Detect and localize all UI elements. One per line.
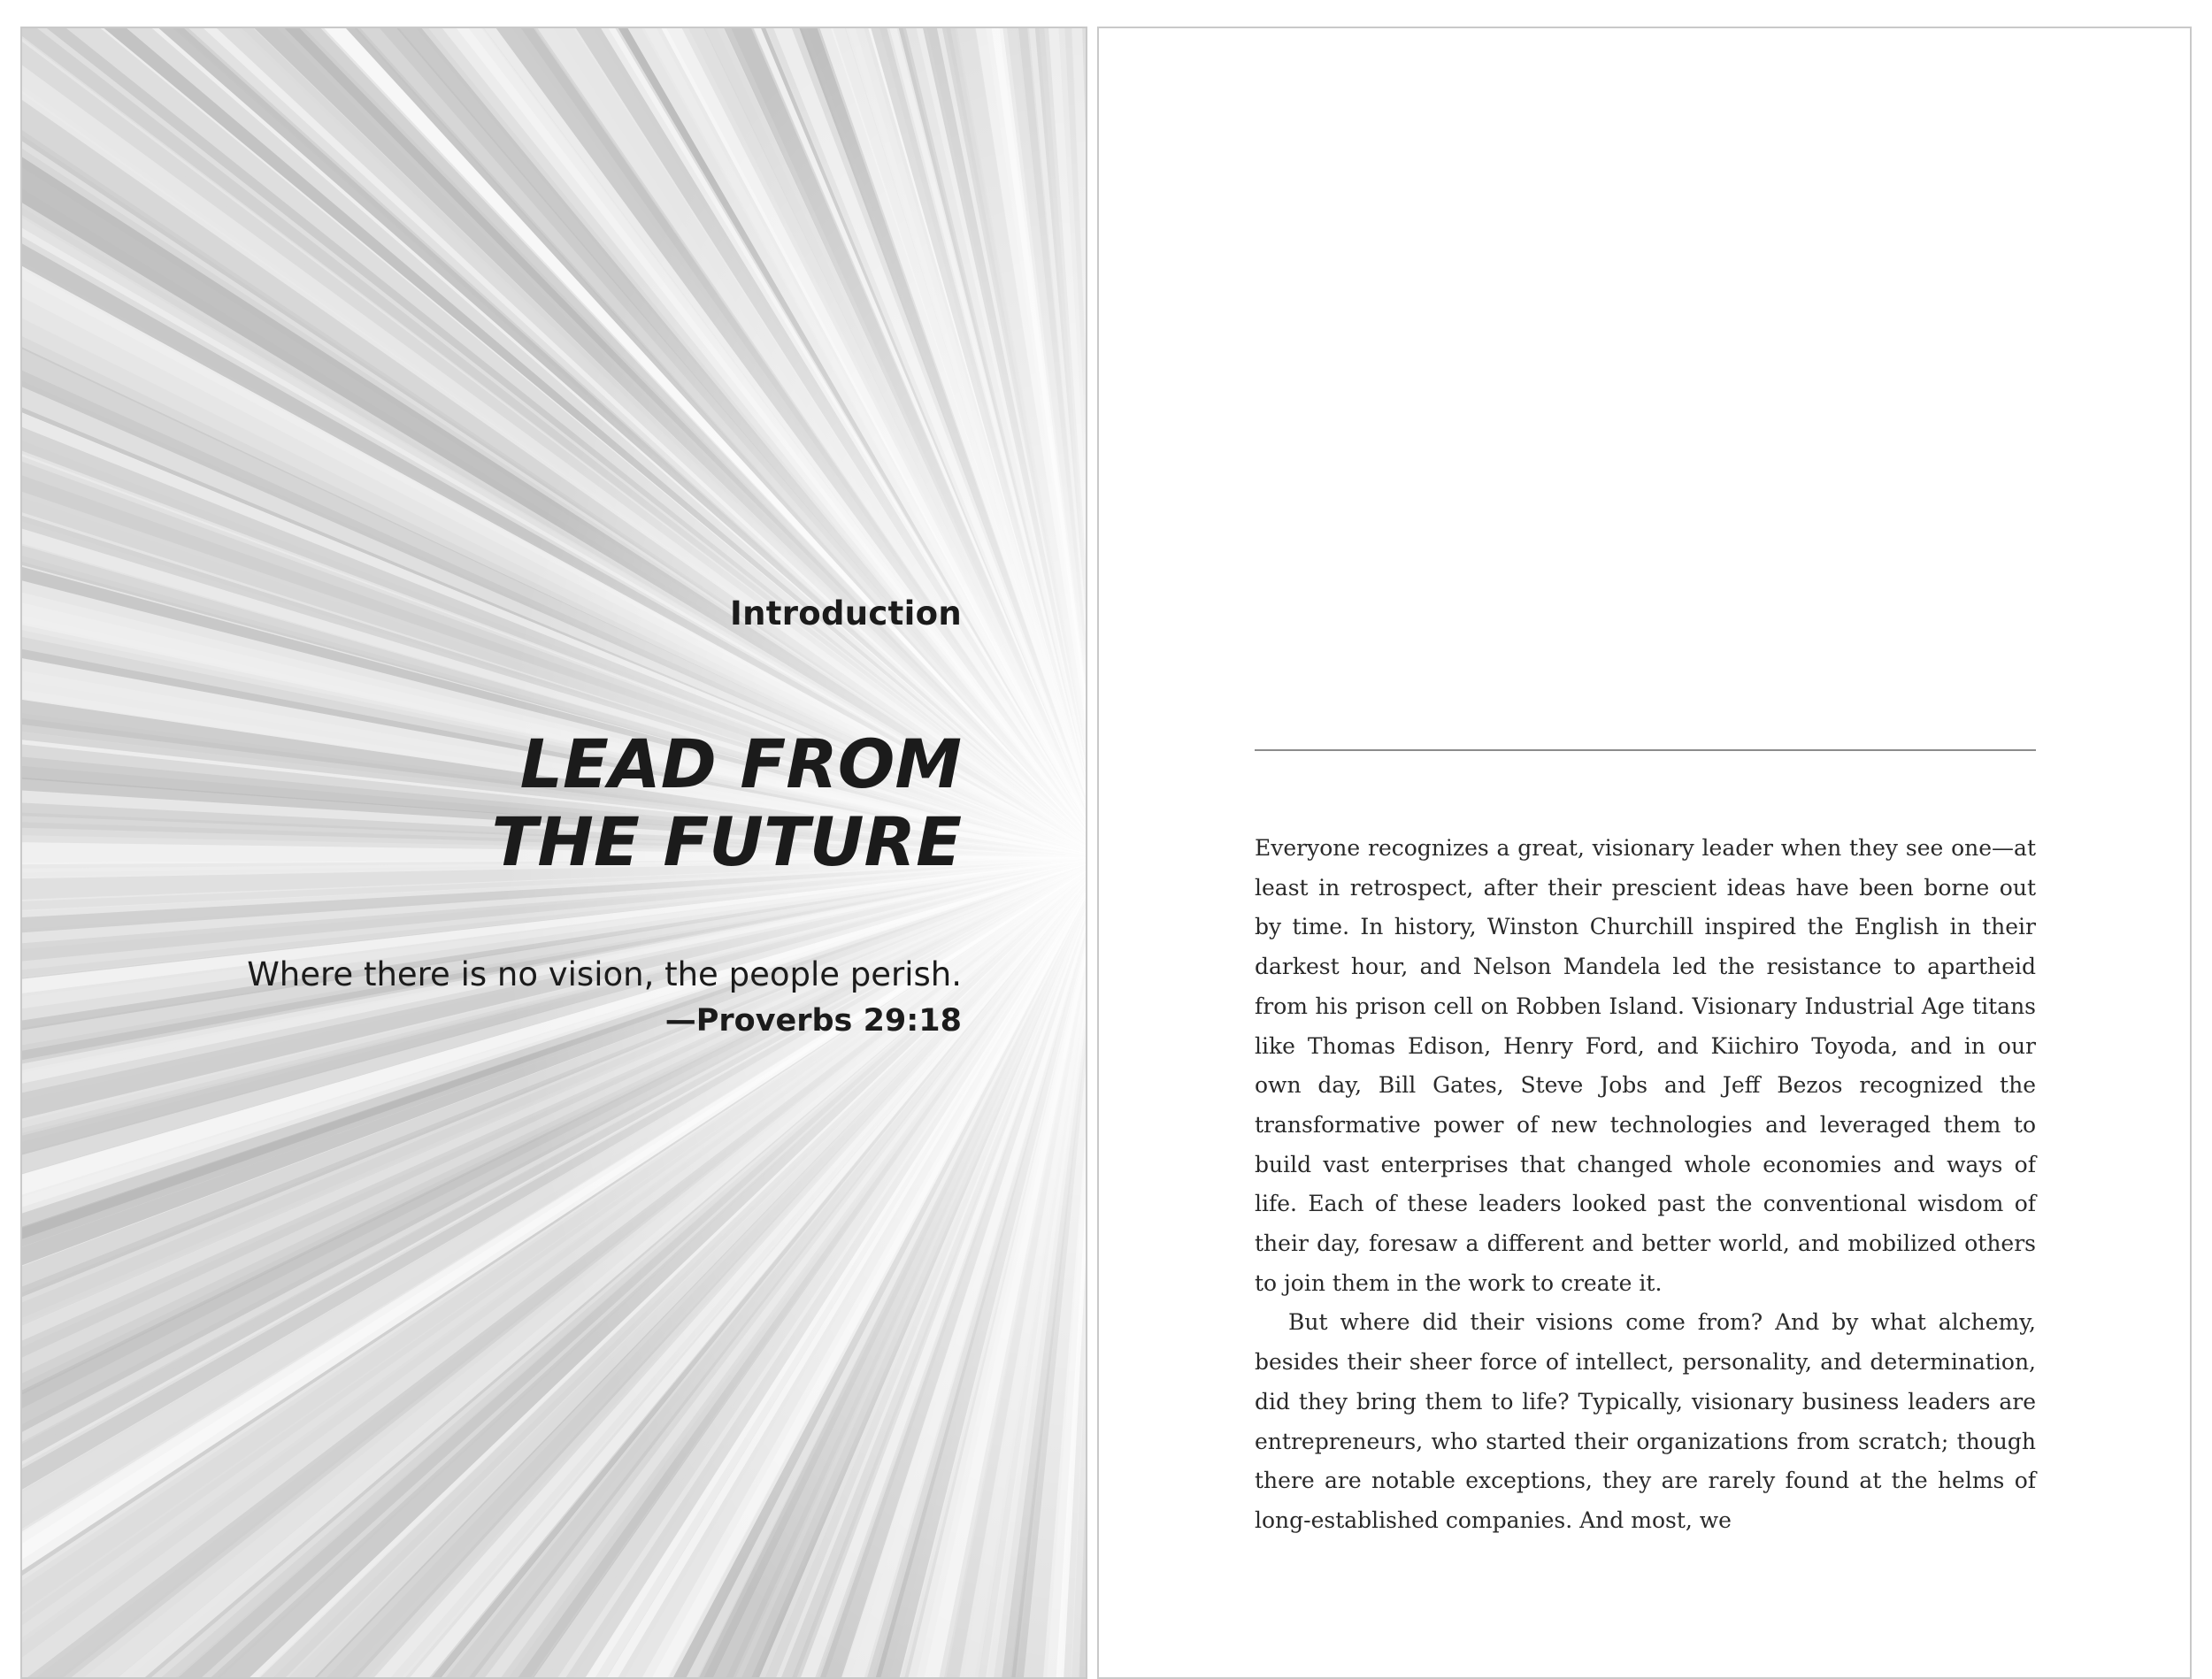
chapter-label: Introduction <box>730 594 962 632</box>
horizontal-rule <box>1255 749 2036 751</box>
paragraph-2: But where did their visions come from? And by what alchemy, besides their sheer force of intellect, personality, and determination, did they bring them to life? Typically, visionary business leaders are entrepreneurs, who started their organizations from scratch; though there are notable exceptions, they are rarely found at the helms of long-established companies. And most, we <box>1255 1309 2036 1533</box>
epigraph-attribution: —Proverbs 29:18 <box>664 1003 962 1039</box>
left-page <box>20 27 1087 1679</box>
chapter-title <box>492 725 962 881</box>
chapter-title-line-2: THE FUTURE <box>491 802 962 881</box>
body-text <box>1255 829 2036 1541</box>
epigraph-quote: Where there is no vision, the people perish. <box>247 955 962 993</box>
paragraph-1: Everyone recognizes a great, visionary leader when they see one—at least in retrospect, after their prescient ideas have been borne out by time. In history, Winston Churchill inspired the English in their darkest hour, and Nelson Mandela led the resistance to apartheid from his prison cell on Robben Island. Visionary Industrial Age titans like Thomas Edison, Henry Ford, and Kiichiro Toyoda, and in our own day, Bill Gates, Steve Jobs and Jeff Bezos recognized the transformative power of new technologies and leveraged them to build vast enterprises that changed whole economies and ways of life. Each of these leaders looked past the conventional wisdom of their day, foresaw a different and better world, and mobilized others to join them in the work to create it. <box>1255 835 2036 1296</box>
right-page <box>1097 27 2192 1679</box>
chapter-title-line-1: LEAD FROM <box>519 724 962 803</box>
